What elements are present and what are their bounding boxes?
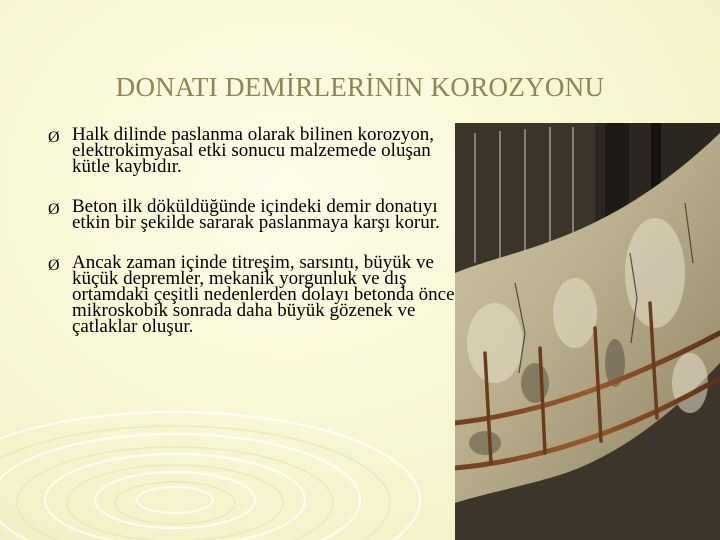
corroded-rebar-photo [455, 123, 720, 540]
bullet-item [48, 124, 458, 177]
bullet-list [48, 124, 458, 359]
slide-title: DONATI DEMİRLERİNİN KOROZYONU [115, 72, 605, 102]
arrow-bullet-icon: Ø [48, 257, 60, 274]
bullet-item [48, 252, 458, 337]
bullet-text: Beton ilk döküldüğünde içindeki demir donatıyı etkin bir şekilde sararak paslanmaya karşı korur. [72, 196, 440, 233]
bullet-text: Halk dilinde paslanma olarak bilinen korozyon, elektrokimyasal etki sonucu malzemede oluşan kütle kaybıdır. [72, 124, 434, 177]
bullet-item [48, 196, 458, 233]
bullet-text: Ancak zaman içinde titreşim, sarsıntı, büyük ve küçük depremler, mekanik yorgunluk ve dış ortamdaki çeşitli nedenlerden dolayı betonda önce mikroskobik sonrada daha büyük gözenek ve çatlaklar oluşur. [72, 252, 455, 337]
arrow-bullet-icon: Ø [48, 201, 60, 218]
arrow-bullet-icon: Ø [48, 129, 60, 146]
